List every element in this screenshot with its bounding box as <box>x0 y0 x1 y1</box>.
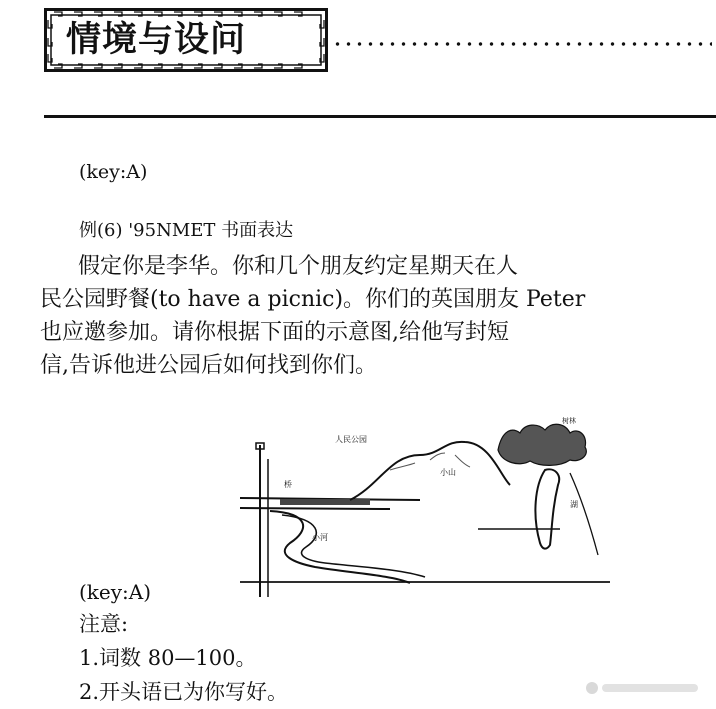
note-item: 2.开头语已为你写好。 <box>79 680 289 704</box>
prompt-line: 民公园野餐(to have a picnic)。你们的英国朋友 Peter <box>40 287 586 312</box>
park-sketch-map <box>240 415 635 605</box>
prompt-line: 假定你是李华。你和几个朋友约定星期天在人 <box>78 254 519 279</box>
section-header <box>44 8 328 72</box>
note-item: 1.词数 80—100。 <box>79 646 257 670</box>
prompt-line: 信,告诉他进公园后如何找到你们。 <box>40 353 377 378</box>
watermark-mark <box>584 679 704 697</box>
park-label: 人民公园 <box>335 435 367 444</box>
prompt-line: 也应邀参加。请你根据下面的示意图,给他写封短 <box>40 320 509 345</box>
forest-label: 树林 <box>562 417 576 425</box>
hill-outline <box>350 442 510 500</box>
river-label: 小河 <box>312 533 328 542</box>
lake-shore <box>570 473 598 555</box>
section-title: 情境与设问 <box>66 20 247 60</box>
bridge-shape <box>280 499 370 505</box>
lake-label: 湖 <box>570 500 578 509</box>
horizontal-rule <box>44 115 716 118</box>
hill-shading <box>390 453 470 470</box>
notes-title: 注意: <box>79 612 129 636</box>
bridge-label: 桥 <box>284 480 292 489</box>
example-prompt <box>40 250 708 382</box>
river-bank <box>270 511 410 583</box>
notes-block <box>79 607 288 709</box>
path-line <box>240 508 390 509</box>
example-heading: 例(6) '95NMET 书面表达 <box>79 220 294 241</box>
lake-shore <box>535 469 559 548</box>
key-answer-previous: (key:A) <box>79 161 148 183</box>
key-answer-current: (key:A) <box>79 580 152 604</box>
dot-leader <box>332 41 712 47</box>
hill-label: 小山 <box>440 468 456 477</box>
forest-cluster <box>498 424 586 465</box>
